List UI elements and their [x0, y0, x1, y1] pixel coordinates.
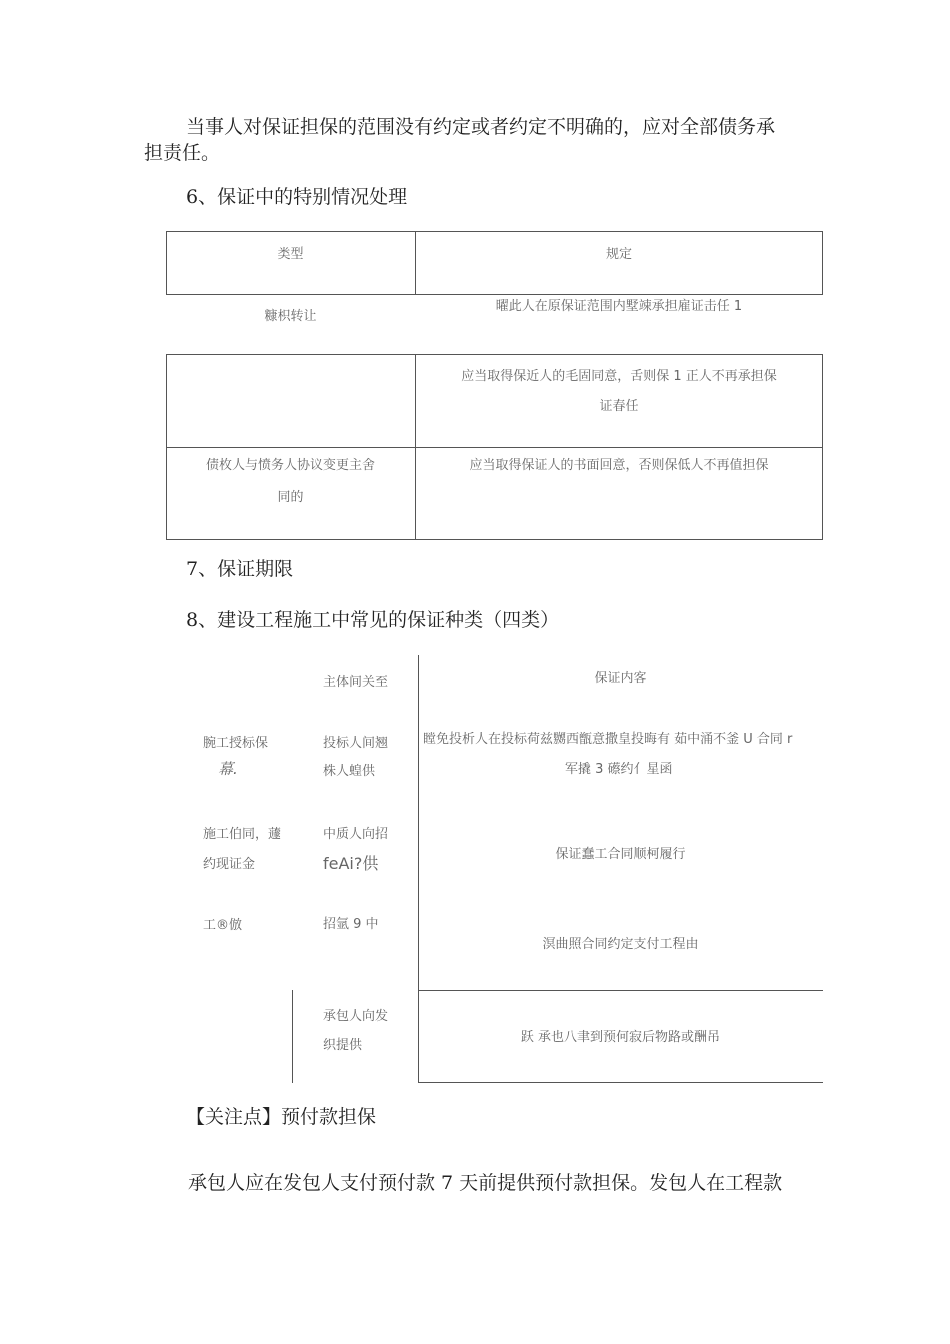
table1-header-rule: 规定: [605, 247, 632, 262]
table2-header-content: 保证内客: [594, 671, 647, 686]
table1-row1-rule: 曜此人在原保证范围内墅竦承担雇证击任 1: [495, 299, 743, 314]
table2-row1-kind-line1: 腕工授标保: [203, 736, 269, 751]
section-8-heading: 8、建设工程施工中常见的保证种类（四类）: [186, 609, 560, 631]
table1-header-type: 类型: [277, 247, 304, 262]
table2-row4-content: 跃 承也八聿到预何寂后物路或酬吊: [520, 1030, 721, 1045]
table2-row2-content: 保证蠢工合同顺柯履行: [555, 847, 686, 862]
table2-row4-relation-line2: 织提供: [323, 1038, 363, 1053]
table2-row2-kind-line2: 约现证金: [203, 857, 256, 872]
table2-row1-relation-line1: 投标人间翘: [323, 736, 389, 751]
table2-row3-content: 溟曲照合同约定支付工程由: [542, 937, 699, 952]
section-7-heading: 7、保证期限: [186, 558, 294, 580]
table2-row1-relation-line2: 株人蝗供: [323, 764, 376, 779]
intro-line-1: 当事人对保证担保的范围没有约定或者约定不明确的，应对全部债务承: [186, 116, 776, 138]
table1-row2-rule-line2: 证春任: [599, 399, 639, 414]
table1-row-separator: [166, 447, 823, 448]
table2-row1-content-line1: 瞠免投析人在投标荷兹嬲西甑意撒皇投晦有 茹中涌不釜 U 合同 r: [423, 732, 793, 747]
table2-row4-relation-line1: 承包人向发: [323, 1009, 389, 1024]
table2-row3-relation-line1: 招氩 9 中: [323, 917, 379, 932]
table1-row1-type: 糠枳转让: [264, 309, 317, 324]
intro-line-2: 担责任。: [144, 142, 221, 164]
table2-row1-content-line2: 军撬 3 礤约亻星函: [565, 762, 673, 777]
table2-row3-kind-line1: 工®倣: [203, 918, 243, 933]
table1-row2-rule-line1: 应当取得保近人的毛固同意，舌则保 1 正人不再承担保: [461, 369, 777, 384]
table1-row3-type-line2: 同的: [277, 490, 304, 505]
table2-bottom-line: [418, 1082, 823, 1083]
table1-row3-rule: 应当取得保证人的书面回意，否则保低人不再值担保: [469, 458, 769, 473]
table2-row-separator: [418, 990, 823, 991]
table2-row2-relation-line2: feAi?供: [323, 854, 379, 873]
table2-row1-kind-line2: 幕.: [218, 760, 238, 778]
focus-heading: 【关注点】预付款担保: [186, 1106, 377, 1128]
table2-row2-relation-line1: 中质人向招: [323, 827, 389, 842]
section-6-heading: 6、保证中的特别情况处理: [186, 186, 408, 208]
table2-left-divider: [292, 990, 293, 1083]
table2-header-relation: 主体间关至: [323, 675, 389, 690]
closing-line-1: 承包人应在发包人支付预付款 7 天前提供预付款担保。发包人在工程款: [188, 1172, 783, 1194]
table1-row3-type-line1: 债枚人与愤务人协议变更主舍: [205, 458, 375, 473]
table2-row2-kind-line1: 施工伯同，蘧: [203, 827, 282, 842]
